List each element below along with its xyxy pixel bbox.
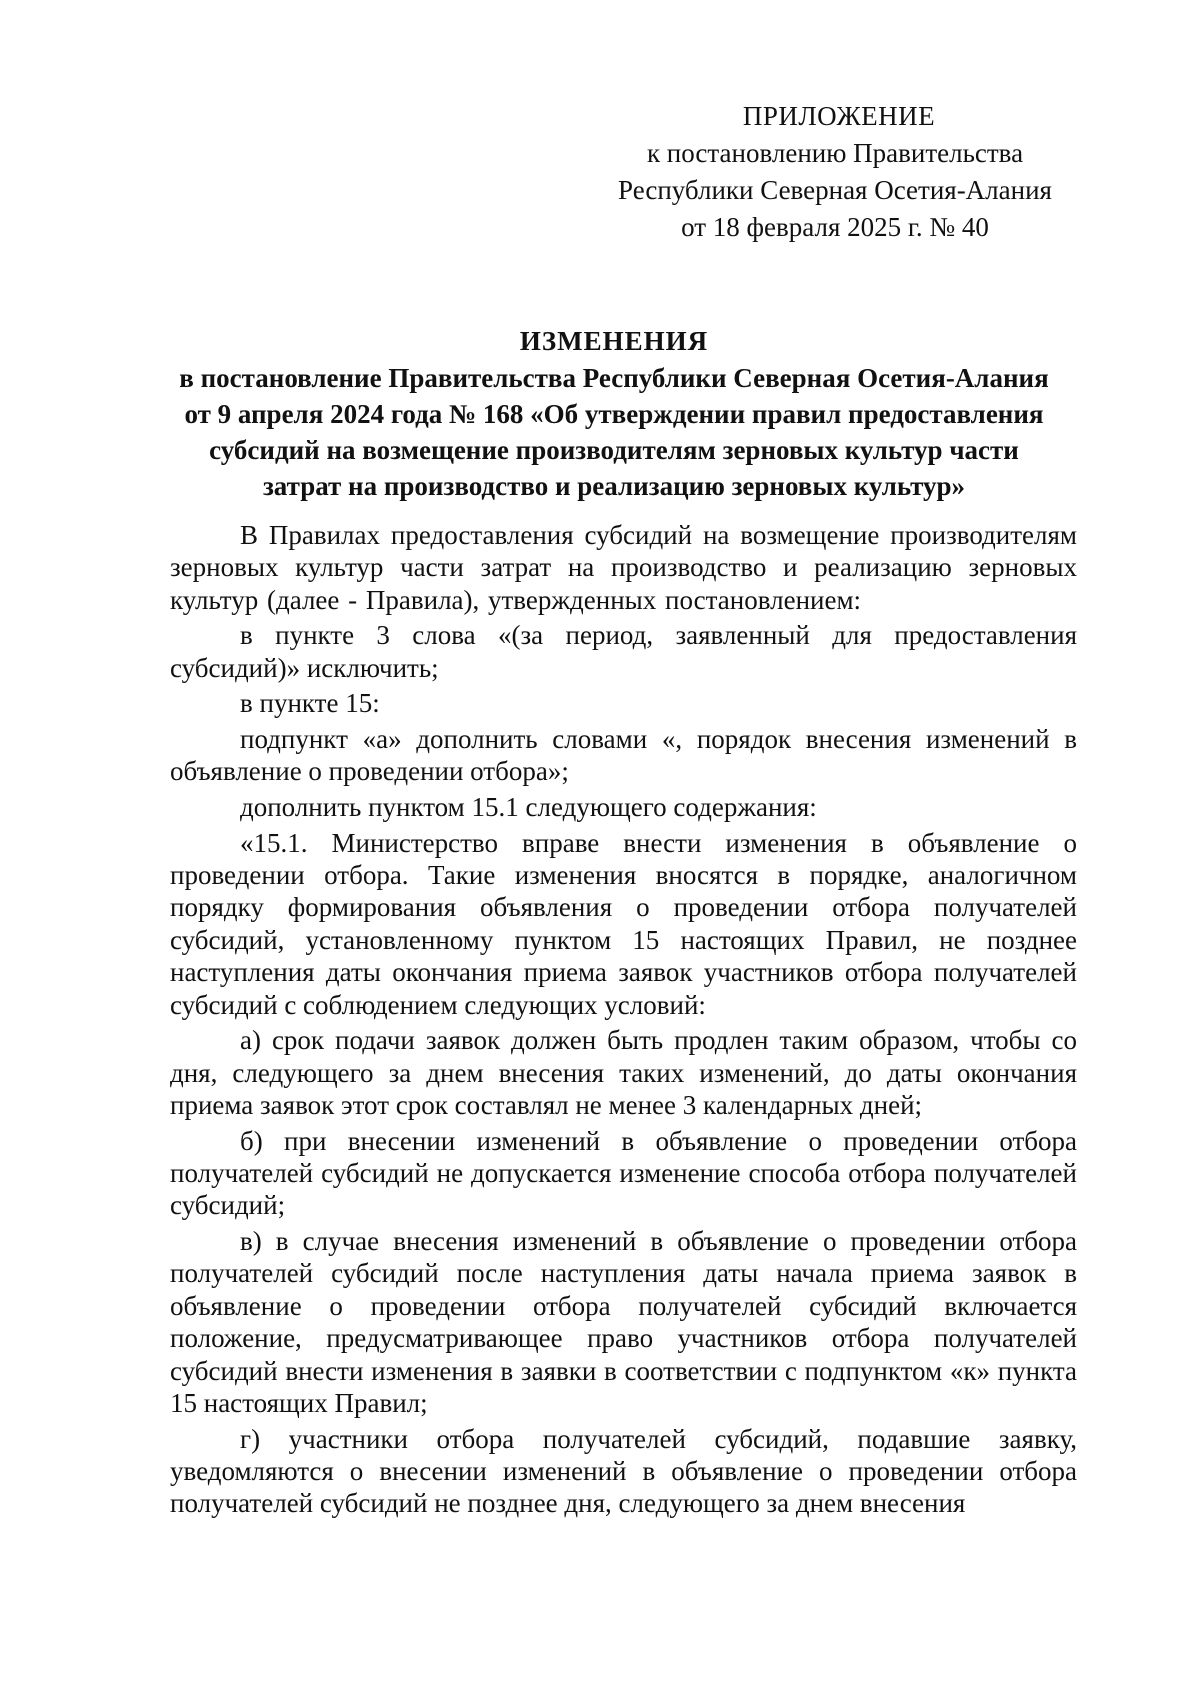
appendix-line-3: от 18 февраля 2025 г. № 40 (681, 212, 989, 242)
title-line-3: субсидий на возмещение производителям зерновых культур части (209, 435, 1019, 465)
title-heading: ИЗМЕНЕНИЯ (519, 326, 709, 356)
body-paragraph: г) участники отбора получателей субсидий, подавшие заявку, уведомляются о внесении изменений в объявление о проведении отбора получателей субсидий не позднее дня, следующего за днем внесения (170, 1423, 1077, 1519)
document-body (170, 519, 1077, 1523)
appendix-heading: ПРИЛОЖЕНИЕ (742, 101, 936, 131)
appendix-line-2: Республики Северная Осетия-Алания (618, 175, 1052, 205)
title-line-1: в постановление Правительства Республики Северная Осетия-Алания (179, 363, 1049, 393)
body-paragraph: в пункте 3 слова «(за период, заявленный для предоставления субсидий)» исключить; (170, 620, 1077, 683)
title-line-4: затрат на производство и реализацию зерновых культур» (262, 471, 966, 501)
body-paragraph: а) срок подачи заявок должен быть продлен таким образом, чтобы со дня, следующего за днем внесения таких изменений, до даты окончания приема заявок этот срок составлял не менее 3 календарных дней; (170, 1025, 1077, 1121)
body-paragraph: в пункте 15: (240, 688, 380, 719)
appendix-header (600, 98, 1070, 246)
body-paragraph: «15.1. Министерство вправе внести изменения в объявление о проведении отбора. Такие изменения вносятся в порядке, аналогичном порядку формирования объявления о проведении отбора получателей субсидий, установленному пунктом 15 настоящих Правил, не позднее наступления даты окончания приема заявок участников отбора получателей субсидий с соблюдением следующих условий: (170, 827, 1077, 1020)
body-paragraph: подпункт «а» дополнить словами «, порядок внесения изменений в объявление о проведении отбора»; (170, 724, 1077, 787)
body-paragraph: дополнить пунктом 15.1 следующего содержания: (240, 792, 817, 822)
appendix-line-1: к постановлению Правительства (646, 138, 1024, 168)
body-paragraph: В Правилах предоставления субсидий на возмещение производителям зерновых культур части затрат на производство и реализацию зерновых культур (далее - Правила), утвержденных постановлением: (170, 520, 1077, 615)
body-paragraph: б) при внесении изменений в объявление о проведении отбора получателей субсидий не допускается изменение способа отбора получателей субсидий; (170, 1125, 1077, 1221)
title-line-2: от 9 апреля 2024 года № 168 «Об утверждении правил предоставления (184, 399, 1044, 429)
document-title (150, 323, 1078, 504)
body-paragraph: в) в случае внесения изменений в объявление о проведении отбора получателей субсидий после наступления даты начала приема заявок в объявление о проведении отбора получателей субсидий включается положение, предусматривающее право участников отбора получателей субсидий внести изменения в заявки в соответствии с подпунктом «к» пункта 15 настоящих Правил; (170, 1226, 1077, 1419)
